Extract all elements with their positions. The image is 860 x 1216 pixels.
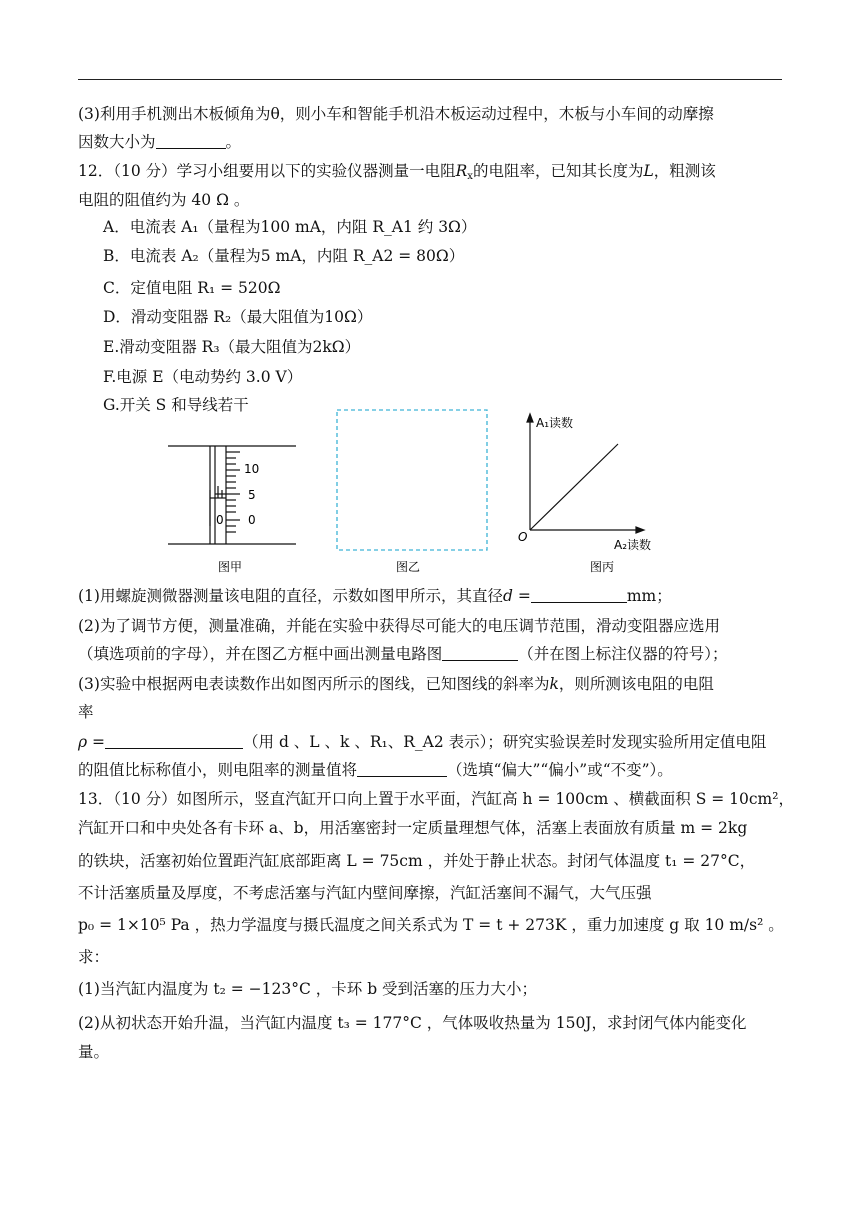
resistivity-answer-blank[interactable] xyxy=(105,732,243,749)
q12-sub1: (1)用螺旋测微器测量该电阻的直径，示数如图甲所示，其直径d = mm； xyxy=(78,587,672,605)
rx-symbol: R xyxy=(455,162,468,180)
q13-sub1: (1)当汽缸内温度为 t₂ = −123°C ，卡环 b 受到活塞的压力大小； xyxy=(78,980,538,998)
circuit-answer-blank[interactable] xyxy=(442,644,518,661)
option-g: G.开关 S 和导线若干 xyxy=(103,396,249,414)
circuit-drawing-box xyxy=(337,410,487,550)
micrometer-figure xyxy=(160,438,310,578)
q12-sub3-line3: ρ = （用 d 、L 、k 、R₁、R_A2 表示）；研究实验误差时发现实验所用定值电阻 xyxy=(78,733,767,751)
data-line xyxy=(530,444,618,530)
q13-line4: 不计活塞质量及厚度，不考虑活塞与汽缸内壁间摩擦，汽缸活塞间不漏气，大气压强 xyxy=(78,884,652,902)
header-rule xyxy=(78,79,782,80)
figure-yi-caption: 图乙 xyxy=(396,560,421,574)
origin-label: O xyxy=(518,530,528,544)
scale-label-10: 10 xyxy=(244,462,260,476)
q12-sub3-line4: 的阻值比标称值小，则电阻率的测量值将 （选填“偏大”“偏小”或“不变”）。 xyxy=(78,761,673,779)
scale-label-0: 0 xyxy=(248,513,256,527)
q13-line1: 13．（10 分）如图所示，竖直汽缸开口向上置于水平面，汽缸高 h = 100cm 、横截面积 S = 10cm²， xyxy=(78,790,794,808)
q13-line2: 汽缸开口和中央处各有卡环 a、b，用活塞密封一定质量理想气体，活塞上表面放有质量 m = 2kg xyxy=(78,819,748,837)
q12-stem-line2: 电阻的阻值约为 40 Ω 。 xyxy=(78,191,250,209)
y-axis-label: A₁读数 xyxy=(536,416,574,430)
main-scale-zero: 0 xyxy=(216,513,224,527)
q12-sub3-line2: 率 xyxy=(78,703,94,721)
option-c: C．定值电阻 R₁ = 520Ω xyxy=(103,279,281,297)
q13-sub2-line2: 量。 xyxy=(78,1043,110,1061)
q13-sub2-line1: (2)从初状态开始升温，当汽缸内温度 t₃ = 177°C ，气体吸收热量为 150J，求封闭气体内能变化 xyxy=(78,1014,747,1032)
graph-figure xyxy=(510,408,660,578)
x-axis-label: A₂读数 xyxy=(614,538,652,552)
error-answer-blank[interactable] xyxy=(357,760,447,777)
scale-label-5: 5 xyxy=(248,488,256,502)
q11-line2 xyxy=(78,131,241,153)
figure-jia-caption: 图甲 xyxy=(218,560,243,574)
q13-line6: 求： xyxy=(78,948,110,966)
q12-sub3-line1: (3)实验中根据两电表读数作出如图丙所示的图线，已知图线的斜率为k，则所测该电阻的电阻 xyxy=(78,675,714,693)
q12-sub2-line2: （填选项前的字母），并在图乙方框中画出测量电路图 （并在图上标注仪器的符号）； xyxy=(78,645,728,663)
option-a: A．电流表 A₁（量程为100 mA，内阻 R_A1 约 3Ω） xyxy=(103,218,477,236)
q13-line3: 的铁块，活塞初始位置距汽缸底部距离 L = 75cm ，并处于静止状态。封闭气体温度 t₁ = 27°C， xyxy=(78,852,756,870)
option-f: F.电源 E（电动势约 3.0 V） xyxy=(103,368,303,386)
y-axis-arrow xyxy=(527,414,533,422)
x-axis-arrow xyxy=(636,527,644,533)
q11-line1: (3)利用手机测出木板倾角为θ，则小车和智能手机沿木板运动过程中，木板与小车间的动摩擦 xyxy=(78,105,714,123)
diameter-answer-blank[interactable] xyxy=(531,586,627,603)
figure-bing-caption: 图丙 xyxy=(590,560,615,574)
option-e: E.滑动变阻器 R₃（最大阻值为2kΩ） xyxy=(103,338,361,356)
q11-answer-blank[interactable] xyxy=(156,132,226,149)
q11-line2-end: 。 xyxy=(225,133,242,151)
circuit-box-figure xyxy=(330,405,495,578)
q11-line2-text: 因数大小为 xyxy=(78,133,156,151)
q12-sub2-line1: (2)为了调节方便，测量准确，并能在实验中获得尽可能大的电压调节范围，滑动变阻器应选用 xyxy=(78,617,720,635)
thimble-scale-ticks xyxy=(226,452,240,532)
q13-line5: p₀ = 1×10⁵ Pa ，热力学温度与摄氏温度之间关系式为 T = t + 273K ，重力加速度 g 取 10 m/s² 。 xyxy=(78,916,784,934)
option-b: B．电流表 A₂（量程为5 mA，内阻 R_A2 = 80Ω） xyxy=(103,247,465,265)
length-symbol: L xyxy=(643,162,654,180)
option-d: D．滑动变阻器 R₂（最大阻值为10Ω） xyxy=(103,308,373,326)
q12-stem-line1: 12．（10 分）学习小组要用以下的实验仪器测量一电阻$R_x$的电阻率，已知其长度为L，粗测该 xyxy=(78,162,716,182)
